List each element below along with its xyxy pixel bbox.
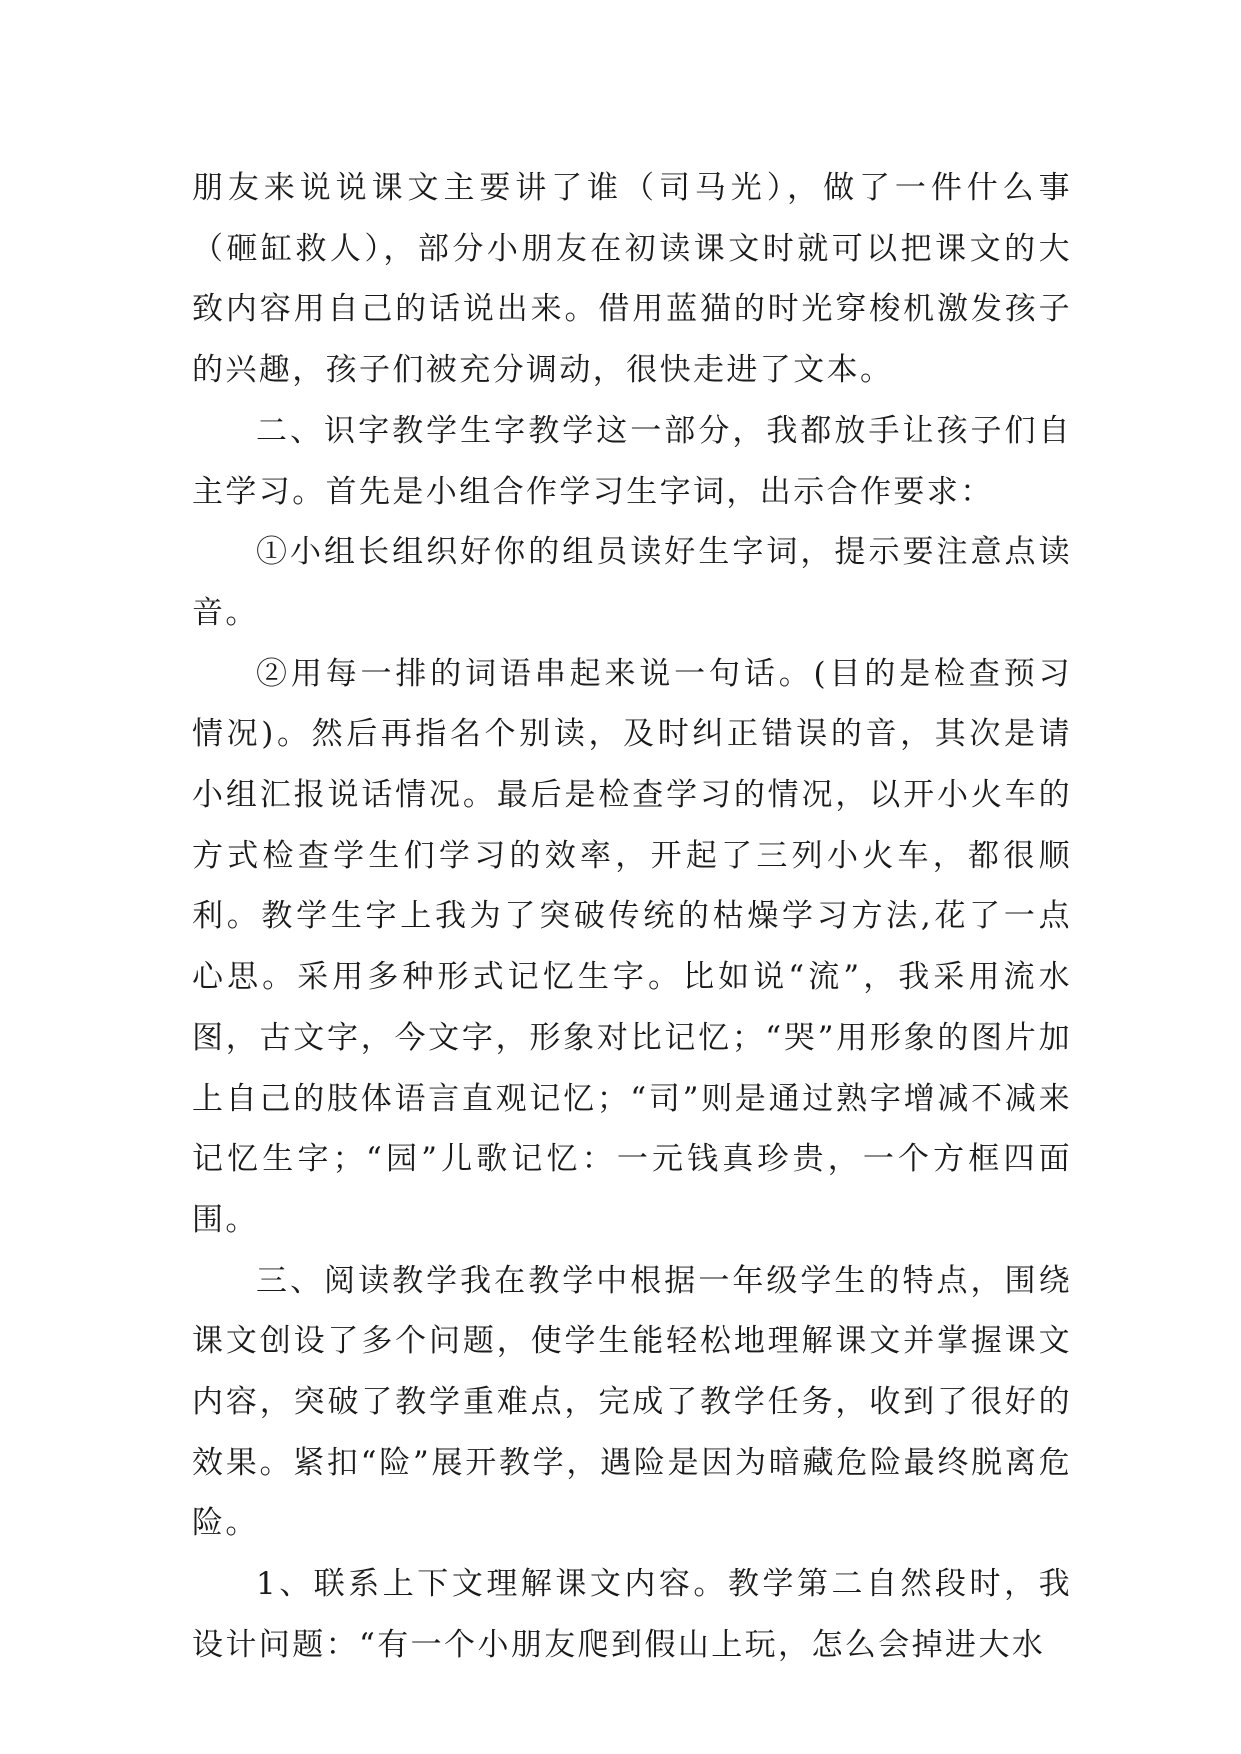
- paragraph-4: ②用每一排的词语串起来说一句话。(目的是检查预习情况)。然后再指名个别读，及时纠正错误的音，其次是请小组汇报说话情况。最后是检查学习的情况，以开小火车的方式检查学生们学习的效率，开起了三列小火车，都很顺利。教学生字上我为了突破传统的枯燥学习方法,花了一点心思。采用多种形式记忆生字。比如说“流”，我采用流水图，古文字，今文字，形象对比记忆；“哭”用形象的图片加上自己的肢体语言直观记忆；“司”则是通过熟字增减不减来记忆生字；“园”儿歌记忆：一元钱真珍贵，一个方框四面围。: [192, 655, 1072, 1238]
- paragraph-2: 二、识字教学生字教学这一部分，我都放手让孩子们自主学习。首先是小组合作学习生字词，出示合作要求：: [192, 412, 1072, 510]
- paragraph-1: 朋友来说说课文主要讲了谁（司马光），做了一件什么事（砸缸救人），部分小朋友在初读课文时就可以把课文的大致内容用自己的话说出来。借用蓝猫的时光穿梭机激发孩子的兴趣，孩子们被充分调动，很快走进了文本。: [192, 170, 1072, 389]
- document-body: [192, 158, 1072, 1676]
- paragraph-3: ①小组长组织好你的组员读好生字词，提示要注意点读音。: [192, 534, 1072, 631]
- paragraph-5: 三、阅读教学我在教学中根据一年级学生的特点，围绕课文创设了多个问题，使学生能轻松地理解课文并掌握课文内容，突破了教学重难点，完成了教学任务，收到了很好的效果。紧扣“险”展开教学，遇险是因为暗藏危险最终脱离危险。: [192, 1262, 1072, 1542]
- paragraph-6: 1、联系上下文理解课文内容。教学第二自然段时，我设计问题：“有一个小朋友爬到假山上玩，怎么会掉进大水: [192, 1566, 1072, 1663]
